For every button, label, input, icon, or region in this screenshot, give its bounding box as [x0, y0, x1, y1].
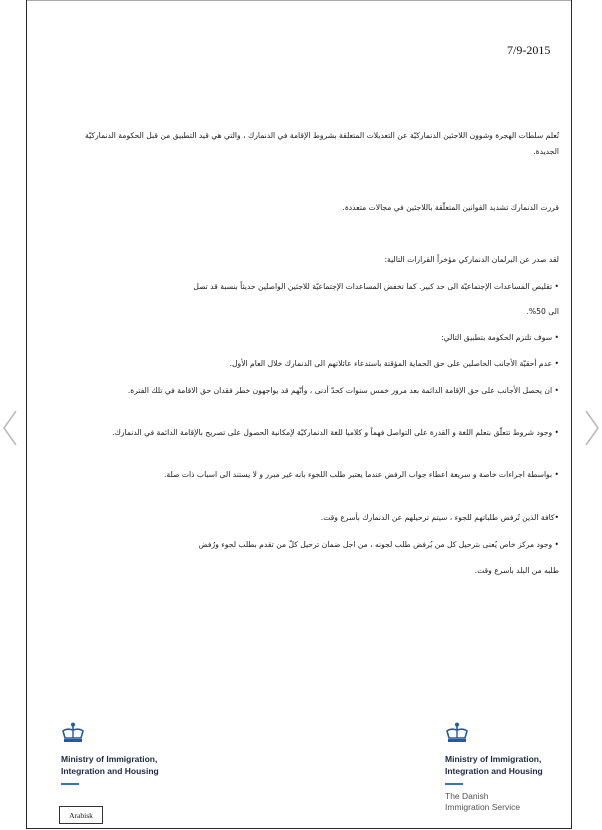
decision-paragraph: قررت الدنمارك تشديد القوانين المتعلّقة باللاجئين في مجالات متعددة.	[342, 203, 559, 212]
bullet-fast-rejection: • بواسطة اجراءات خاصة و سريعة اعطاء جواب الرفض عندما يعتبر طلب اللجوء بانه غير مبرر و لا يستند الى اسباب ذات صلة.	[164, 470, 559, 479]
document-page	[26, 0, 572, 829]
language-label: Arabisk	[59, 806, 103, 824]
bullet-deportation-center-cont: طلبه من البلد باسرع وقت.	[474, 566, 559, 575]
bullet-deportation-center: • وجود مركز خاص يُعنى بترحيل كل من يُرفض طلب لجونه ، من اجل ضمان ترحيل كلّ من تقدم بطلب لجوء ورُفض	[198, 540, 559, 549]
bullet-family-reunification: • عدم أحقيّة الأجانب الحاصلين على حق الحماية المؤقتة باستدعاء عائلاتهم الى الدنمارك خلال العام الأول.	[229, 359, 559, 368]
crown-icon	[61, 722, 85, 744]
next-page-arrow[interactable]	[584, 409, 600, 447]
logo-rule	[61, 783, 79, 785]
service-name-line2: Immigration Service	[445, 802, 521, 812]
intro-paragraph: تُعلم سلطات الهجرة وشوون اللاجئين الدنماركيّة عن التعديلات المتعلقة بشروط الإقامة في الدنمارك ، والتي هي قيد التطبيق من قبل الحكومة الدنماركيّة الجديدة.	[85, 131, 559, 156]
service-name-line1: The Danish	[445, 791, 489, 801]
logo-rule	[445, 783, 463, 785]
bullet-permanent-residence: • ان يحصل الأجانب على حق الإقامة الدائمة بعد مرور خمس سنوات كحدّ أدنى ، وأنّهم قد يواجهون خطر فقدان حق الاقامة في تلك الفترة.	[127, 386, 559, 395]
parliament-heading: لقد صدر عن البرلمان الدنماركي مؤخراً القرارات التالية:	[384, 255, 559, 264]
page-top-edge	[27, 0, 571, 1]
ministry-name-line2: Integration and Housing	[445, 765, 543, 776]
ministry-name-line2: Integration and Housing	[61, 765, 159, 776]
chevron-left-icon	[2, 409, 18, 447]
ministry-name-line1: Ministry of Immigration,	[61, 754, 158, 764]
letter-date: 7/9-2015	[507, 43, 551, 57]
bullet-government: • سوف تلتزم الحكومة بتطبيق التالي:	[441, 333, 559, 342]
bullet-deportation: •كافة الذين تُرفض طلباتهم للجوء ، سيتم ترحيلهم عن الدنمارك بأسرع وقت.	[320, 513, 559, 522]
ministry-name-line1: Ministry of Immigration,	[445, 754, 542, 764]
chevron-right-icon	[584, 409, 600, 447]
ministry-logo-left	[61, 722, 159, 785]
bullet-welfare-cont: الى 50%.	[526, 307, 559, 316]
ministry-logo-right	[445, 722, 543, 813]
crown-icon	[445, 722, 469, 744]
previous-page-arrow[interactable]	[2, 409, 18, 447]
bullet-language-requirement: • وجود شروط تتعلّق بتعلم اللغة و القدرة على التواصل فهماً و كلاميا للغة الدنماركيّة لإمكانية الحصول على تصريح بالإقامة الدائمة في الدنمارك.	[112, 428, 559, 437]
bullet-welfare: • تقليص المساعدات الإجتماعيّة الى حد كبير. كما تخفض المساعدات الإجتماعيّة للاجئين الواصلين حديثاً بنسبة قد تصل	[193, 282, 559, 291]
